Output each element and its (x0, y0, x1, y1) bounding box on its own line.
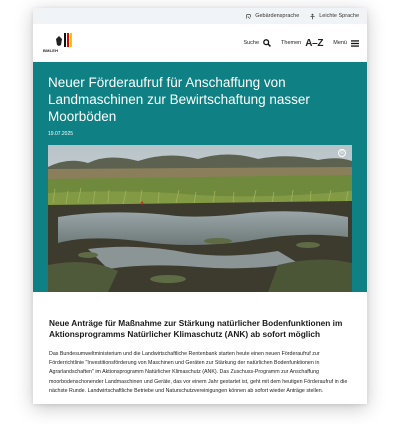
topics-label: Themen (281, 40, 302, 46)
eagle-icon (55, 35, 63, 47)
search-icon (263, 39, 271, 47)
main-nav (243, 38, 359, 49)
wetland-image (48, 145, 352, 292)
easy-language-link[interactable] (309, 13, 359, 20)
article-paragraph: Das Bundesumweltministerium und die Landwirtschaftliche Rentenbank starten heute einen neuen Förderaufruf zur Förderrichtlinie "Investitionsförderung von Maschinen und Geräten zur Stärkung der natürlichen Bodenfunktionen in Agrarlandschaften" im Aktionsprogramm Natürlicher Klimaschutz (ANK). Das Zuschuss-Programm zur Anschaffung moorbodenschonender Landmaschinen und Geräte, das vor einem Jahr gestartet ist, geht mit dem heutigen Förderaufruf in die nächste Runde. Landwirtschaftliche Betriebe und Naturschutzvereinigungen können ab sofort wieder Anträge stellen. (49, 351, 348, 394)
sign-language-link[interactable] (245, 13, 299, 20)
menu-button[interactable] (333, 40, 359, 47)
utility-bar (33, 8, 367, 24)
site-header (33, 24, 367, 62)
sign-language-icon (245, 13, 252, 20)
logo-text: BMLEH (43, 48, 59, 53)
az-label: A–Z (305, 37, 324, 49)
search-label: Suche (243, 40, 260, 46)
article-body (33, 292, 367, 396)
easy-language-icon (309, 13, 316, 20)
browser-page (33, 8, 367, 404)
menu-icon (351, 40, 359, 47)
copyright-button[interactable]: © (338, 149, 346, 157)
menu-label: Menü (333, 40, 347, 46)
ministry-logo[interactable] (43, 33, 83, 53)
publish-date: 19.07.2025 (48, 131, 74, 137)
eagle-flag-mark (55, 33, 72, 47)
topics-az-button[interactable] (281, 38, 323, 49)
hero-section (33, 62, 367, 292)
page-title: Neuer Förderaufruf für Anschaffung von Landmaschinen zur Bewirtschaftung nasser Moorböden (48, 75, 310, 124)
search-button[interactable] (243, 39, 271, 47)
sign-language-label: Gebärdensprache (255, 13, 300, 19)
article-heading: Neue Anträge für Maßnahme zur Stärkung natürlicher Bodenfunktionen im Aktionsprogramms Natürlicher Klimaschutz (ANK) ab sofort möglich (49, 318, 343, 339)
easy-language-label: Leichte Sprache (319, 13, 359, 19)
moor-photo (48, 145, 352, 292)
